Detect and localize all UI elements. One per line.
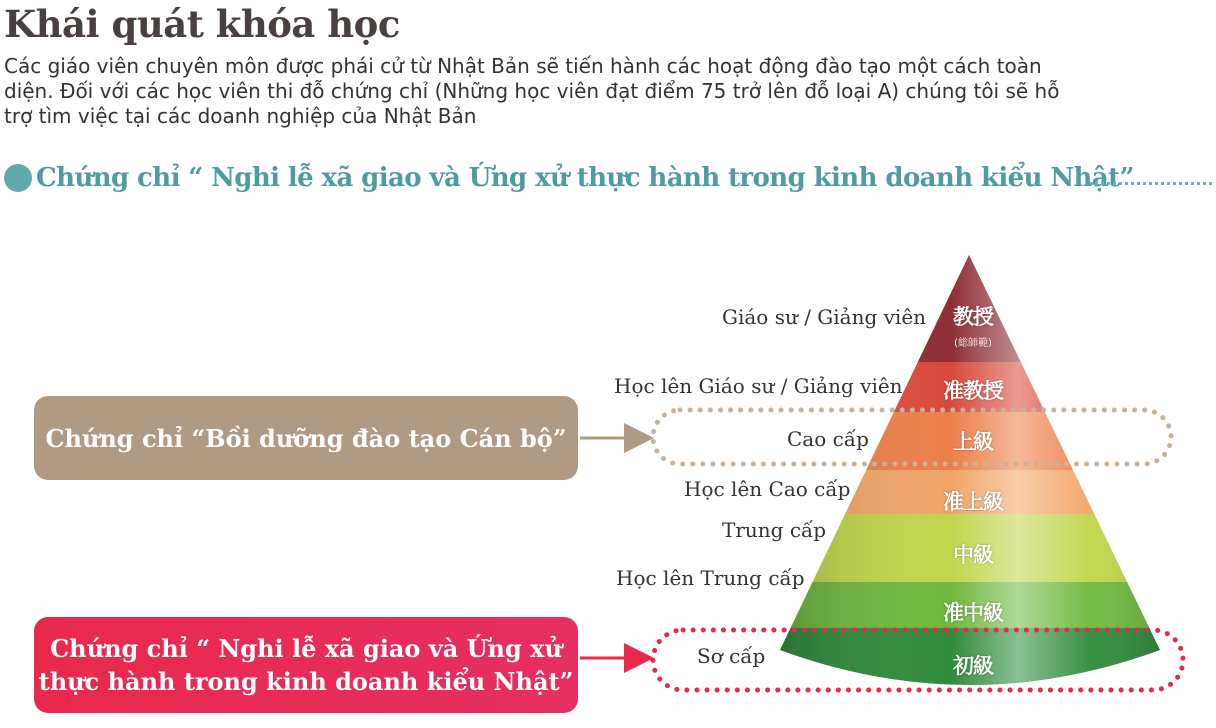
kanji-professor: 教授 bbox=[953, 305, 993, 329]
level-label-intermediate: Trung cấp bbox=[722, 518, 827, 542]
kanji-intermediate: 中級 bbox=[953, 543, 993, 567]
section-heading-text: Chứng chỉ “ Nghi lễ xã giao và Ứng xử thực hành trong kinh doanh kiểu Nhật” bbox=[36, 163, 1134, 193]
certificate-box-staff-training bbox=[34, 396, 578, 480]
kanji-pre-professor: 准教授 bbox=[943, 379, 1003, 403]
kanji-pre-intermediate: 准中級 bbox=[943, 601, 1003, 625]
certificate-box-business-etiquette-line2: thực hành trong kinh doanh kiểu Nhật” bbox=[38, 667, 574, 696]
level-label-pre-professor: Học lên Giáo sư / Giảng viên bbox=[614, 374, 903, 398]
certificate-box-business-etiquette-line1: Chứng chỉ “ Nghi lễ xã giao và Ứng xử bbox=[50, 634, 562, 663]
intro-paragraph: Các giáo viên chuyên môn được phái cử từ Nhật Bản sẽ tiến hành các hoạt động đào tạo một cách toàn diện. Đối với các học viên thi đỗ chứng chỉ (Những học viên đạt điểm 75 trở lên đỗ loại A) chúng tôi sẽ hỗ trợ tìm việc tại các doanh nghiệp của Nhật Bản bbox=[4, 54, 1060, 128]
kanji-pre-advanced: 准上級 bbox=[943, 490, 1003, 514]
level-label-pre-intermediate: Học lên Trung cấp bbox=[616, 566, 805, 590]
page-title: Khái quát khóa học bbox=[4, 2, 400, 46]
kanji-advanced: 上級 bbox=[953, 430, 993, 454]
level-label-beginner: Sơ cấp bbox=[697, 644, 766, 668]
kanji-beginner: 初級 bbox=[953, 654, 993, 678]
certificate-box-business-etiquette bbox=[34, 617, 578, 713]
level-label-pre-advanced: Học lên Cao cấp bbox=[684, 477, 851, 501]
certificate-box-staff-training-text: Chứng chỉ “Bồi dưỡng đào tạo Cán bộ” bbox=[45, 423, 567, 453]
level-label-professor: Giáo sư / Giảng viên bbox=[722, 305, 927, 329]
level-label-advanced: Cao cấp bbox=[787, 427, 869, 451]
kanji-professor-sub: (総師範) bbox=[954, 338, 992, 349]
